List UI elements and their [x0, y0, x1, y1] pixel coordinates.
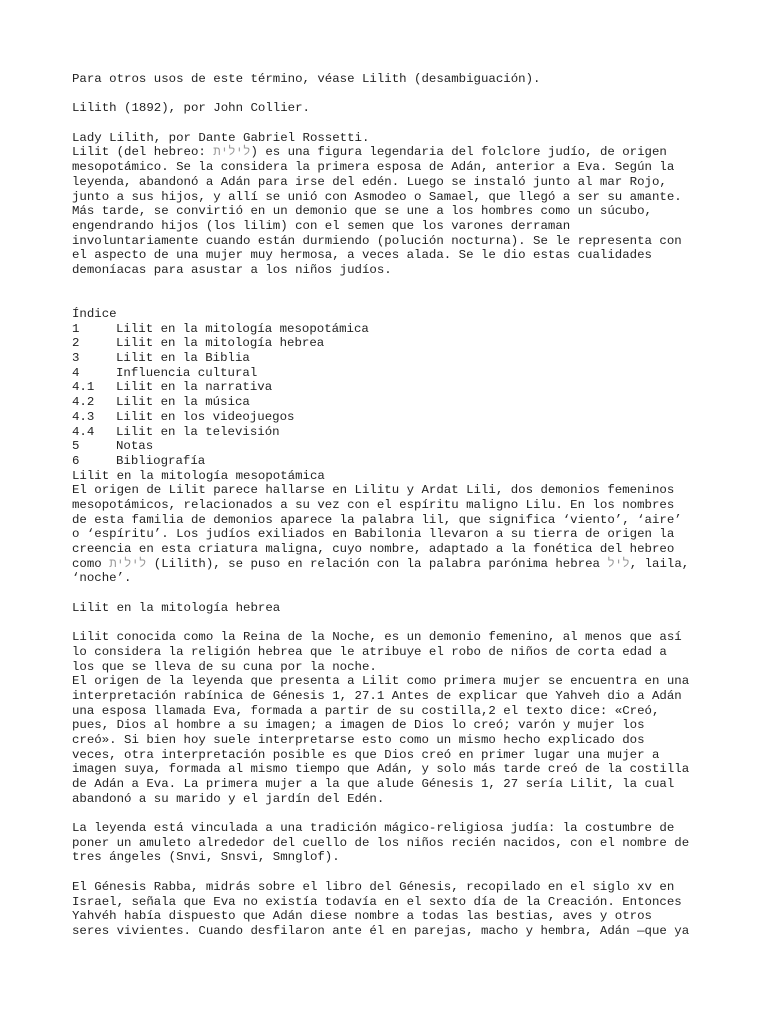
toc-label: Lilit en la música — [116, 395, 250, 410]
toc-item[interactable] — [72, 395, 712, 410]
table-of-contents — [72, 307, 712, 469]
toc-label: Lilit en la mitología hebrea — [116, 336, 325, 351]
paragraph-line: El origen de Lilit parece hallarse en Lilitu y Ardat Lili, dos demonios femeninos — [72, 483, 675, 498]
lead-line: engendrando hijos (los lilim) con el semen que los varones derraman — [72, 218, 571, 233]
toc-label: Bibliografía — [116, 453, 206, 468]
disambiguation-note: Para otros usos de este término, véase Lilith (desambiguación). — [72, 72, 541, 86]
toc-number: 4.1 — [72, 380, 95, 395]
toc-number: 4.2 — [72, 395, 95, 410]
lead-line: Lilit (del hebreo: לילית) es una figura legendaria del folclore judío, de origen — [72, 145, 667, 160]
toc-number: 4.4 — [72, 424, 95, 439]
lead-line: junto a sus hijos, y allí se unió con Asmodeo o Samael, que llegó a ser su amante. — [72, 189, 682, 204]
paragraph-line: tres ángeles (Snvi, Snsvi, Smnglof). — [72, 850, 340, 865]
paragraph-line: los que se lleva de su cuna por la noche. — [72, 659, 377, 674]
lead-line: involuntariamente cuando están durmiendo (polución nocturna). Se le representa con — [72, 233, 682, 248]
toc-item[interactable] — [72, 410, 712, 425]
toc-item[interactable] — [72, 380, 712, 395]
image-caption-rossetti: Lady Lilith, por Dante Gabriel Rossetti. — [72, 130, 370, 145]
paragraph — [72, 880, 712, 939]
paragraph-line: lo considera la religión hebrea que le atribuye el robo de niños de corta edad a — [72, 644, 667, 659]
lead-line: leyenda, abandonó a Adán para irse del edén. Luego se instaló junto al mar Rojo, — [72, 174, 667, 189]
toc-item[interactable] — [72, 366, 712, 381]
toc-label: Lilit en la televisión — [116, 424, 280, 439]
paragraph — [72, 630, 712, 674]
paragraph — [72, 674, 712, 806]
section-heading: Lilit en la mitología hebrea — [72, 600, 281, 615]
toc-label: Lilit en la mitología mesopotámica — [116, 321, 369, 336]
paragraph-line: imagen suya, formada al mismo tiempo que Adán, y solo más tarde creó de la costilla — [72, 762, 690, 777]
toc-item[interactable] — [72, 439, 712, 454]
paragraph-line: como לילית (Lilith), se puso en relación con la palabra parónima hebrea ליל, laila, — [72, 556, 690, 571]
toc-label: Lilit en la Biblia — [116, 351, 250, 366]
paragraph — [72, 821, 712, 865]
paragraph-line: de esta familia de demonios aparece la palabra lil, que significa ‘viento’, ‘aire’ — [72, 512, 682, 527]
toc-number: 4 — [72, 365, 80, 380]
paragraph-line: Israel, señala que Eva no existía todavía en el sexto día de la Creación. Entonces — [72, 894, 682, 909]
toc-number: 6 — [72, 453, 80, 468]
lead-line: demoníacas para asustar a los niños judíos. — [72, 262, 392, 277]
paragraph-line: creó». Si bien hoy suele interpretarse esto como un mismo hecho explicado dos — [72, 732, 645, 747]
section-hebrea — [72, 601, 712, 939]
toc-number: 4.3 — [72, 409, 95, 424]
paragraph-line: El origen de la leyenda que presenta a Lilit como primera mujer se encuentra en una — [72, 674, 690, 689]
hebrew-word: ליל — [607, 556, 630, 571]
paragraph-line: ‘noche’. — [72, 571, 132, 586]
lead-paragraph — [72, 145, 712, 277]
paragraph-line: de Adán a Eva. La primera mujer a la que alude Génesis 1, 27 sería Lilit, la cual — [72, 777, 675, 792]
paragraph-line: La leyenda está vinculada a una tradición mágico-religiosa judía: la costumbre de — [72, 821, 675, 836]
paragraph-line: creencia en esta criatura maligna, cuyo nombre, adaptado a la fonética del hebreo — [72, 542, 675, 557]
paragraph-line: o ‘espíritu’. Los judíos exiliados en Babilonia llevaron a su tierra de origen la — [72, 527, 675, 542]
paragraph-line: interpretación rabínica de Génesis 1, 27.1 Antes de explicar que Yahveh dio a Adán — [72, 688, 682, 703]
lead-line: mesopotámico. Se la considera la primera esposa de Adán, anterior a Eva. Según la — [72, 160, 675, 175]
toc-number: 1 — [72, 321, 80, 336]
toc-number: 3 — [72, 351, 80, 366]
paragraph-line: seres vivientes. Cuando desfilaron ante él en parejas, macho y hembra, Adán —que ya — [72, 923, 690, 938]
toc-item[interactable] — [72, 336, 712, 351]
toc-label: Influencia cultural — [116, 365, 258, 380]
toc-item[interactable] — [72, 351, 712, 366]
toc-item[interactable] — [72, 322, 712, 337]
toc-label: Lilit en los videojuegos — [116, 409, 295, 424]
paragraph-line: abandonó a su marido y el jardín del Edén. — [72, 791, 385, 806]
paragraph-line: veces, otra interpretación posible es que Dios creó en primer lugar una mujer a — [72, 747, 660, 762]
toc-number: 5 — [72, 439, 80, 454]
paragraph-line: Yahvéh había dispuesto que Adán diese nombre a todas las bestias, aves y otros — [72, 909, 652, 924]
paragraph-line: mesopotámicos, relacionados a su vez con el espíritu maligno Lilu. En los nombres — [72, 497, 675, 512]
toc-item[interactable] — [72, 454, 712, 469]
paragraph-line: pues, Dios al hombre a su imagen; a imagen de Dios lo creó; varón y mujer los — [72, 718, 645, 733]
paragraph-line: poner un amuleto alrededor del cuello de los niños recién nacidos, con el nombre de — [72, 835, 690, 850]
toc-item[interactable] — [72, 425, 712, 440]
toc-title: Índice — [72, 307, 117, 322]
lead-line: el aspecto de una mujer muy hermosa, a veces alada. Se le dio estas cualidades — [72, 248, 652, 263]
paragraph-line: una esposa llamada Eva, formada a partir de su costilla,2 el texto dice: «Creó, — [72, 703, 660, 718]
toc-label: Notas — [116, 439, 154, 454]
paragraph-line: El Génesis Rabba, midrás sobre el libro del Génesis, recopilado en el siglo xv en — [72, 879, 675, 894]
paragraph-line: Lilit conocida como la Reina de la Noche, es un demonio femenino, al menos que así — [72, 630, 682, 645]
hebrew-word: לילית — [109, 556, 147, 571]
image-caption-collier: Lilith (1892), por John Collier. — [72, 101, 310, 116]
toc-number: 2 — [72, 336, 80, 351]
hebrew-word: לילית — [213, 145, 251, 160]
section-mesopotamica — [72, 469, 712, 587]
section-heading: Lilit en la mitología mesopotámica — [72, 468, 325, 483]
toc-label: Lilit en la narrativa — [116, 380, 273, 395]
lead-line: Más tarde, se convirtió en un demonio que se une a los hombres como un súcubo, — [72, 204, 652, 219]
document-page — [72, 72, 712, 939]
